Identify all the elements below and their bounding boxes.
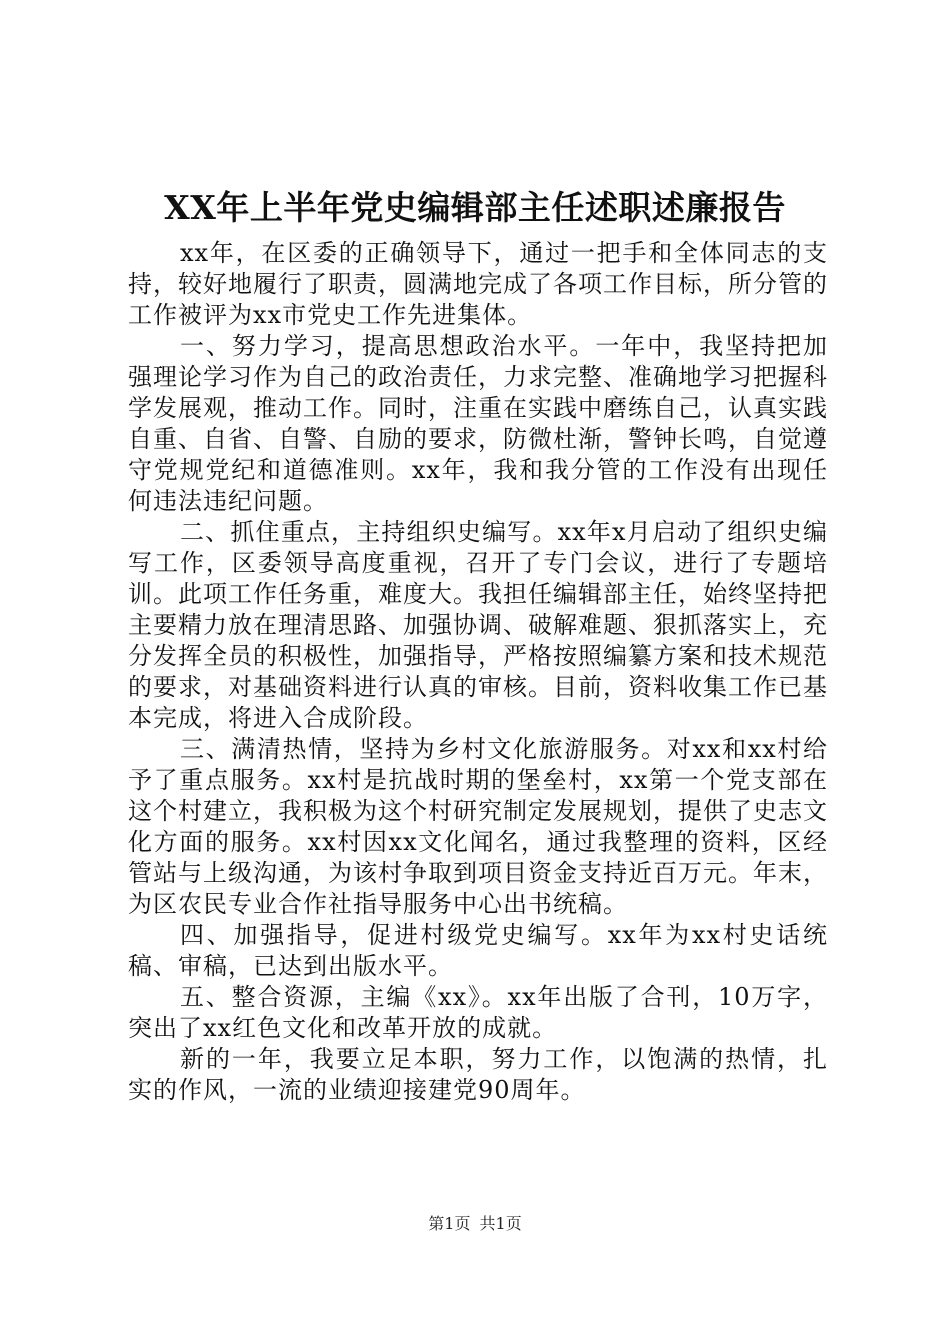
paragraph-intro: xx年，在区委的正确领导下，通过一把手和全体同志的支持，较好地履行了职责，圆满地完成了各项工作目标，所分管的工作被评为xx市党史工作先进集体。 bbox=[128, 239, 828, 329]
paragraph-study: 一、努力学习，提高思想政治水平。一年中，我坚持把加强理论学习作为自己的政治责任，力求完整、准确地学习把握科学发展观，推动工作。同时，注重在实践中磨练自己，认真实践自重、自省、自警、自励的要求，防微杜渐，警钟长鸣，自觉遵守党规党纪和道德准则。xx年，我和我分管的工作没有出现任何违法违纪问题。 bbox=[128, 332, 828, 515]
paragraph-organization-history: 二、抓住重点，主持组织史编写。xx年x月启动了组织史编写工作，区委领导高度重视，召开了专门会议，进行了专题培训。此项工作任务重，难度大。我担任编辑部主任，始终坚持把主要精力放在理清思路、加强协调、破解难题、狠抓落实上，充分发挥全员的积极性，加强指导，严格按照编纂方案和技术规范的要求，对基础资料进行认真的审核。目前，资料收集工作已基本完成，将进入合成阶段。 bbox=[128, 518, 828, 732]
paragraph-new-year: 新的一年，我要立足本职，努力工作，以饱满的热情，扎实的作风，一流的业绩迎接建党90周年。 bbox=[128, 1045, 828, 1104]
paragraph-resources: 五、整合资源，主编《xx》。xx年出版了合刊，10万字，突出了xx红色文化和改革开放的成就。 bbox=[128, 983, 828, 1042]
page-total: 共1页 bbox=[479, 1214, 522, 1233]
page-footer bbox=[0, 1212, 950, 1236]
document-body bbox=[128, 238, 828, 1106]
paragraph-rural-service: 三、满清热情，坚持为乡村文化旅游服务。对xx和xx村给予了重点服务。xx村是抗战时期的堡垒村，xx第一个党支部在这个村建立，我积极为这个村研究制定发展规划，提供了史志文化方面的服务。xx村因xx文化闻名，通过我整理的资料，区经管站与上级沟通，为该村争取到项目资金支持近百万元。年末，为区农民专业合作社指导服务中心出书统稿。 bbox=[128, 735, 828, 918]
paragraph-village-history: 四、加强指导，促进村级党史编写。xx年为xx村史话统稿、审稿，已达到出版水平。 bbox=[128, 921, 828, 980]
page-number: 第1页 bbox=[428, 1214, 471, 1233]
document-title: XX年上半年党史编辑部主任述职述廉报告 bbox=[164, 188, 786, 227]
